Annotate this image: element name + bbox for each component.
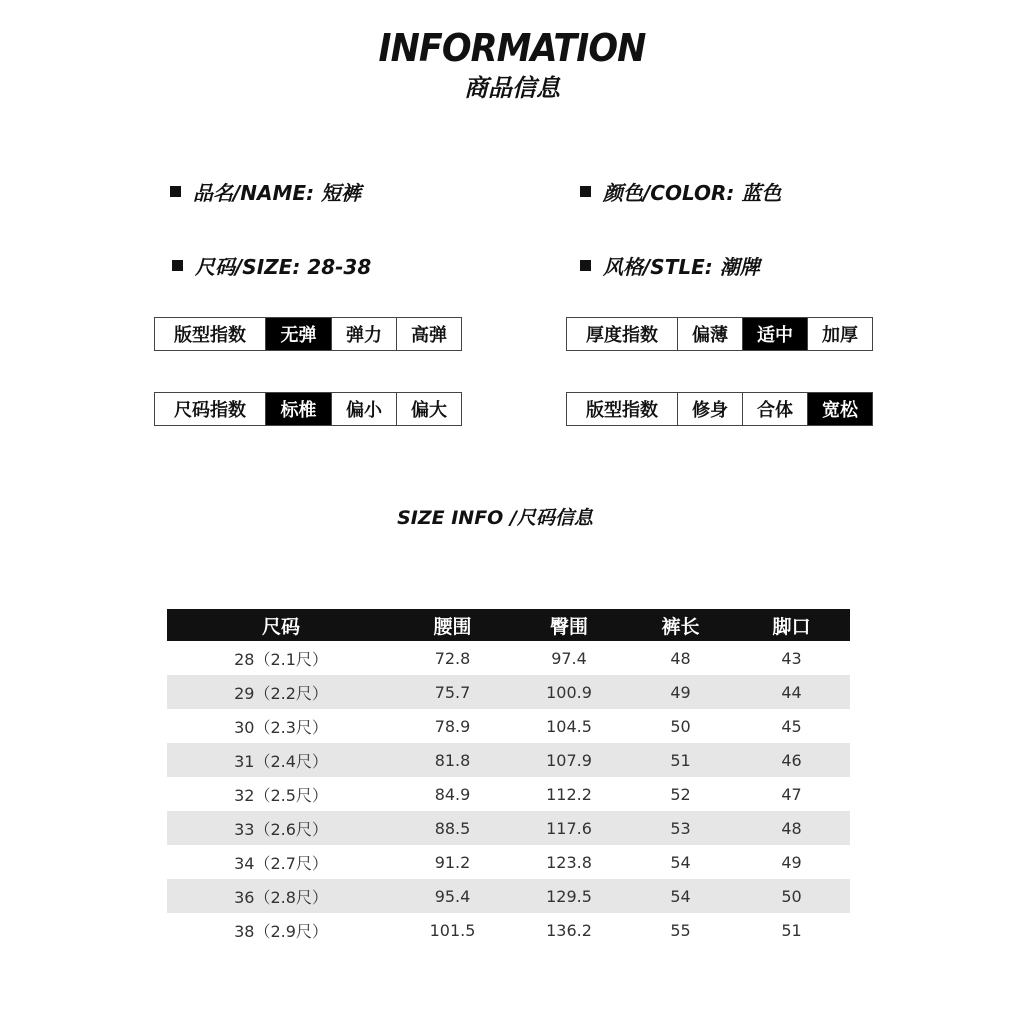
table-cell: 91.2	[434, 852, 471, 872]
scale-cut	[566, 392, 873, 426]
scale-label: 厚度指数	[567, 318, 677, 350]
table-cell: 45	[781, 716, 802, 736]
table-cell: 51	[670, 750, 691, 770]
scale-option: 适中	[742, 318, 807, 350]
table-row	[167, 879, 850, 913]
column-header: 臀围	[549, 615, 588, 638]
scale-option: 高弹	[396, 318, 461, 350]
table-cell: 29（2.2尺）	[234, 683, 328, 703]
table-cell: 28（2.1尺）	[234, 649, 328, 669]
table-row	[167, 743, 850, 777]
table-row	[167, 845, 850, 879]
info-style-text: 风格/STLE: 潮牌	[603, 255, 760, 279]
table-cell: 38（2.9尺）	[234, 921, 328, 941]
table-cell: 51	[781, 920, 802, 940]
table-cell: 136.2	[546, 920, 592, 940]
table-cell: 112.2	[546, 784, 592, 804]
table-header	[167, 609, 850, 641]
scale-option: 宽松	[807, 393, 872, 425]
bullet-square-icon	[580, 260, 591, 271]
table-cell: 72.8	[434, 648, 471, 668]
table-cell: 49	[781, 852, 802, 872]
table-cell: 101.5	[429, 920, 476, 940]
bullet-square-icon	[170, 186, 181, 197]
table-cell: 100.9	[546, 682, 592, 702]
scale-label: 版型指数	[567, 393, 677, 425]
table-row	[167, 811, 850, 845]
scale-option: 加厚	[807, 318, 872, 350]
table-cell: 47	[781, 784, 802, 804]
info-name	[170, 177, 361, 206]
scale-label: 版型指数	[155, 318, 265, 350]
table-cell: 32（2.5尺）	[234, 785, 328, 805]
scale-label: 尺码指数	[155, 393, 265, 425]
table-cell: 88.5	[434, 818, 471, 838]
table-cell: 30（2.3尺）	[234, 717, 328, 737]
table-row	[167, 641, 850, 675]
table-cell: 31（2.4尺）	[234, 751, 328, 771]
table-cell: 81.8	[434, 750, 471, 770]
info-size-text: 尺码/SIZE: 28-38	[195, 255, 372, 279]
bullet-square-icon	[172, 260, 183, 271]
table-cell: 54	[670, 852, 691, 872]
table-cell: 34（2.7尺）	[234, 853, 328, 873]
size-table	[167, 609, 850, 947]
table-cell: 52	[670, 784, 691, 804]
info-size	[172, 251, 371, 280]
scale-option: 偏薄	[677, 318, 742, 350]
table-cell: 75.7	[434, 682, 471, 702]
table-cell: 48	[670, 648, 691, 668]
column-header: 裤长	[661, 615, 700, 638]
scale-option: 合体	[742, 393, 807, 425]
scale-option: 偏小	[331, 393, 396, 425]
table-row	[167, 675, 850, 709]
table-cell: 50	[781, 886, 802, 906]
scale-option: 修身	[677, 393, 742, 425]
table-cell: 104.5	[546, 716, 592, 736]
info-name-text: 品名/NAME: 短裤	[193, 181, 362, 205]
scale-option: 偏大	[396, 393, 461, 425]
scale-option: 无弹	[265, 318, 331, 350]
table-cell: 123.8	[546, 852, 592, 872]
scale-fit-elastic	[154, 317, 462, 351]
table-cell: 97.4	[551, 648, 587, 668]
table-cell: 53	[670, 818, 691, 838]
table-row	[167, 913, 850, 947]
table-row	[167, 777, 850, 811]
table-cell: 44	[781, 682, 802, 702]
bullet-square-icon	[580, 186, 591, 197]
table-cell: 117.6	[546, 818, 592, 838]
info-style	[580, 251, 760, 280]
page-subtitle: 商品信息	[464, 74, 560, 102]
table-cell: 49	[670, 682, 691, 702]
table-cell: 54	[670, 886, 691, 906]
table-cell: 129.5	[546, 886, 592, 906]
table-cell: 107.9	[546, 750, 592, 770]
scale-option: 弹力	[331, 318, 396, 350]
scale-thickness	[566, 317, 873, 351]
table-body	[167, 641, 850, 947]
column-header: 尺码	[261, 615, 300, 638]
table-cell: 55	[670, 920, 691, 940]
table-cell: 33（2.6尺）	[234, 819, 328, 839]
scale-size-fit	[154, 392, 462, 426]
table-cell: 36（2.8尺）	[234, 887, 328, 907]
info-color	[580, 177, 781, 206]
table-cell: 78.9	[434, 716, 471, 736]
info-color-text: 颜色/COLOR: 蓝色	[603, 181, 782, 205]
section-title: SIZE INFO /尺码信息	[397, 507, 593, 529]
table-cell: 43	[781, 648, 802, 668]
scale-option: 标椎	[265, 393, 331, 425]
table-cell: 46	[781, 750, 802, 770]
table-cell: 95.4	[434, 886, 471, 906]
table-cell: 50	[670, 716, 691, 736]
page-title: INFORMATION	[378, 26, 646, 70]
table-row	[167, 709, 850, 743]
column-header: 腰围	[433, 615, 472, 638]
column-header: 脚口	[772, 615, 811, 638]
table-cell: 84.9	[434, 784, 471, 804]
table-cell: 48	[781, 818, 802, 838]
